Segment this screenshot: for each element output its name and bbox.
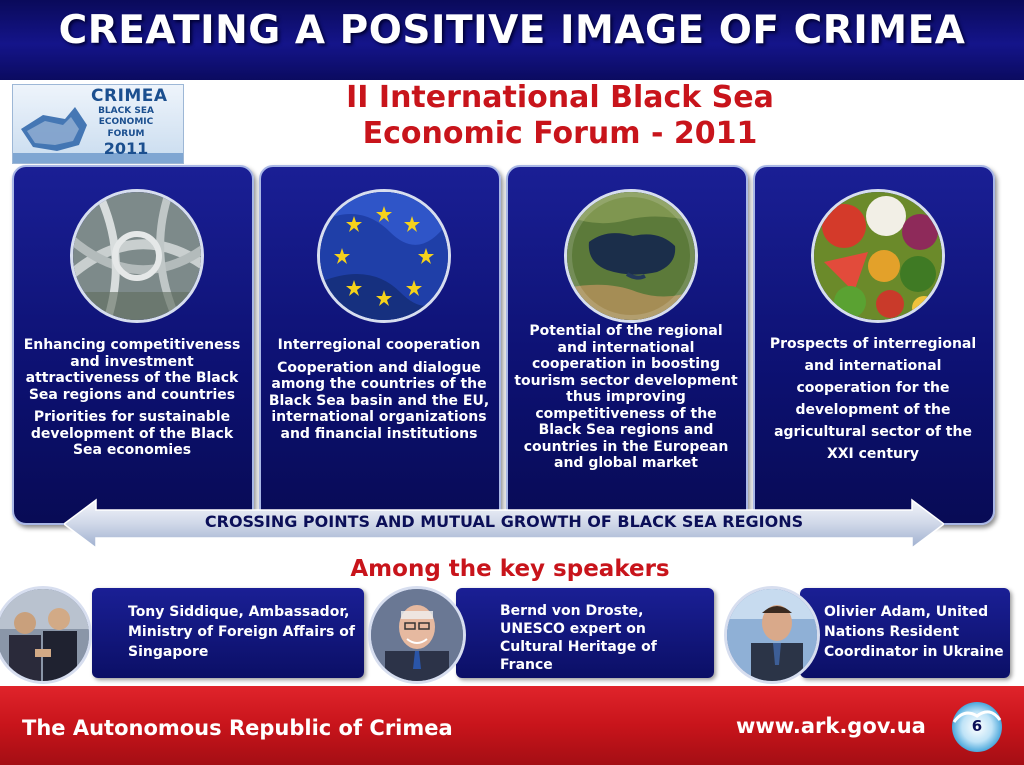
- panel-interregional-sub: Cooperation and dialogue among the countries of the Black Sea basin and the EU, international organizations and financial institutions: [268, 359, 490, 442]
- logo-line-2: ECONOMIC: [98, 117, 154, 128]
- eu-flag-image: [317, 189, 451, 323]
- footer-republic-name: The Autonomous Republic of Crimea: [22, 716, 453, 740]
- panel-interregional-text: [267, 337, 491, 448]
- speaker-name-adam: Olivier Adam, United Nations Resident Coordinator in Ukraine: [824, 604, 1004, 660]
- panel-competitiveness-sub: Priorities for sustainable development of the Black Sea economies: [30, 409, 234, 458]
- panel-agriculture: [753, 165, 995, 525]
- panel-agriculture-text: [761, 333, 985, 471]
- logo-line-1: BLACK SEA: [98, 106, 154, 116]
- forum-title: [300, 80, 820, 152]
- panel-competitiveness-text: [20, 337, 244, 465]
- panel-tourism: [506, 165, 748, 525]
- page-number: 6: [971, 717, 983, 735]
- footer-bar: [0, 686, 1024, 765]
- logo-text: [91, 86, 168, 159]
- forum-logo: [12, 84, 184, 164]
- logo-year: 2011: [103, 139, 149, 159]
- page-number-badge: [950, 700, 1004, 754]
- logo-crimea: CRIMEA: [91, 86, 168, 106]
- panel-competitiveness-main: Enhancing competitiveness and investment attractiveness of the Black Sea regions and countries: [23, 337, 241, 403]
- header-bar: [0, 0, 1024, 80]
- footer-website-link[interactable]: www.ark.gov.ua: [736, 714, 926, 738]
- logo-line-3: FORUM: [107, 128, 145, 139]
- highway-interchange-image: [70, 189, 204, 323]
- speaker-card-siddique: [92, 588, 364, 678]
- panel-tourism-text: [514, 323, 738, 478]
- panel-tourism-main: Potential of the regional and international cooperation in boosting tourism sector development thus improving competitiveness of the Black Sea regions and countries in the European and global market: [514, 323, 738, 471]
- panel-agriculture-main: Prospects of interregional and international cooperation for the development of the agricultural sector of the XXI century: [769, 336, 977, 462]
- panel-competitiveness: [12, 165, 254, 525]
- globe-black-sea-image: [564, 189, 698, 323]
- speaker-card-droste: [456, 588, 714, 678]
- speaker-photo-siddique: [0, 586, 92, 684]
- speaker-card-adam: [800, 588, 1010, 678]
- panel-interregional: [259, 165, 501, 525]
- forum-title-line-2: Economic Forum - 2011: [362, 116, 758, 151]
- speaker-photo-droste: [368, 586, 466, 684]
- speaker-name-droste: Bernd von Droste, UNESCO expert on Cultural Heritage of France: [500, 603, 657, 673]
- slide-title: CREATING A POSITIVE IMAGE OF CRIMEA: [58, 8, 966, 53]
- forum-title-line-1: II International Black Sea: [346, 80, 774, 115]
- speaker-photo-adam: [724, 586, 820, 684]
- fruits-vegetables-image: [811, 189, 945, 323]
- speakers-heading: Among the key speakers: [350, 556, 670, 582]
- speaker-name-siddique: Tony Siddique, Ambassador, Ministry of Foreign Affairs of Singapore: [128, 604, 355, 660]
- crossing-points-label: CROSSING POINTS AND MUTUAL GROWTH OF BLACK SEA REGIONS: [204, 512, 804, 531]
- panel-interregional-main: Interregional cooperation: [277, 337, 481, 353]
- crossing-points-arrow: [64, 498, 944, 550]
